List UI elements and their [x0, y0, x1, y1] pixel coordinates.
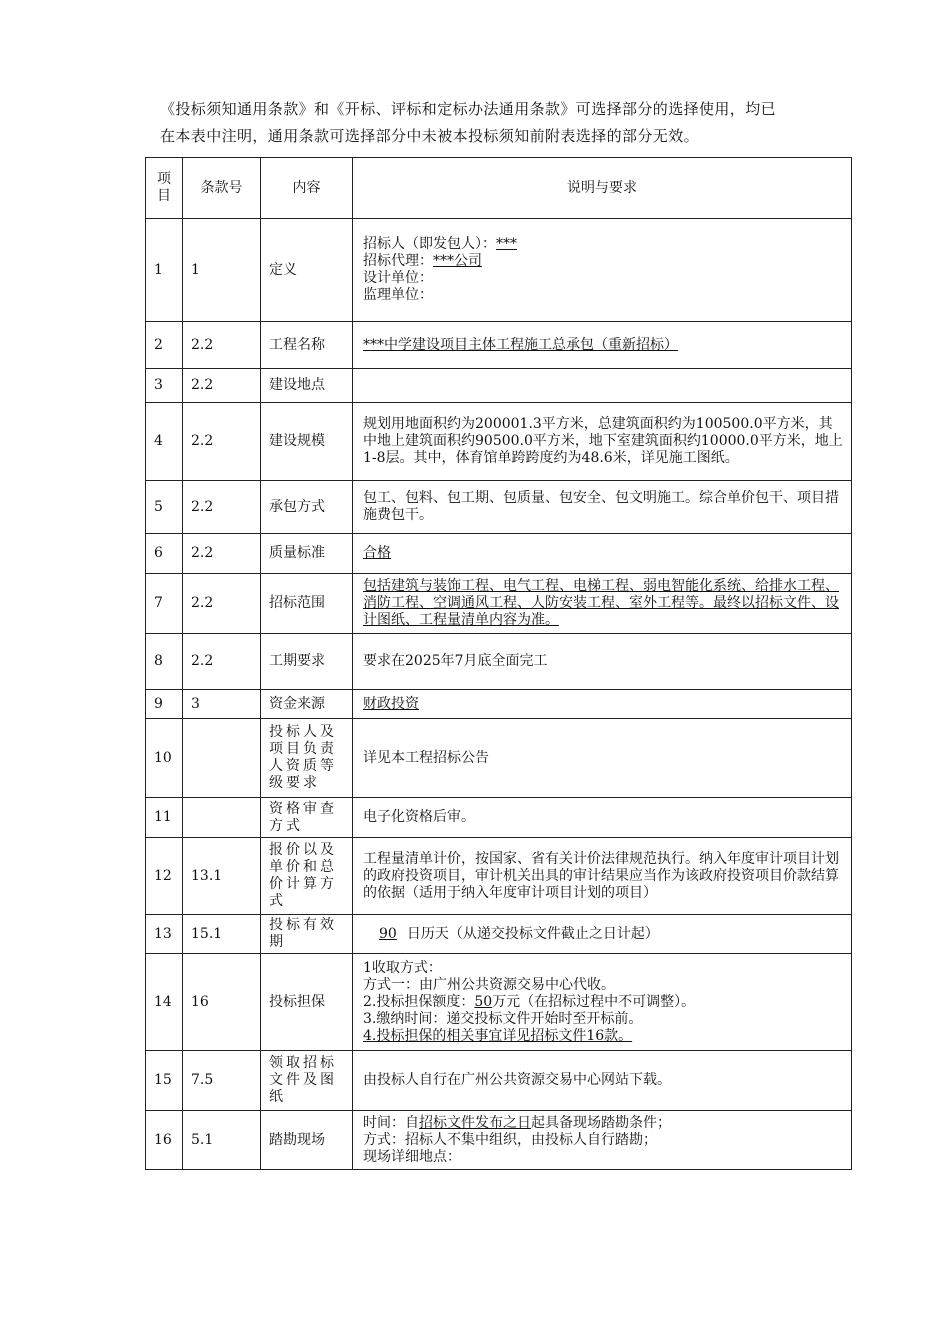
row-no: 12	[146, 838, 183, 915]
row-content: 投标担保	[261, 954, 353, 1051]
row-no: 3	[146, 369, 183, 403]
desc-underlined: ***公司	[433, 253, 482, 269]
table-row	[146, 219, 852, 322]
row-description: 合格	[353, 534, 852, 574]
row-description: 包括建筑与装饰工程、电气工程、电梯工程、弱电智能化系统、给排水工程、消防工程、空调通风工程、人防安装工程、室外工程等。最终以招标文件、设计图纸、工程量清单内容为准。	[353, 574, 852, 634]
header-item-no: 项目	[146, 158, 183, 219]
desc-text: 设计单位：	[363, 270, 433, 286]
desc-text: 万元（在招标过程中不可调整）。	[492, 993, 696, 1010]
row-clause: 3	[183, 690, 261, 719]
row-no: 5	[146, 481, 183, 534]
intro-line-1: 《投标须知通用条款》和《开标、评标和定标办法通用条款》可选择部分的选择使用，均已	[160, 100, 777, 118]
desc-text: 招标人（即发包人）：	[363, 236, 496, 252]
row-content: 建设地点	[261, 369, 353, 403]
row-content: 领取招标文件及图纸	[261, 1051, 353, 1111]
desc-line: 3.缴纳时间：递交投标文件开始时至开标前。	[363, 1010, 643, 1027]
row-content: 定义	[261, 219, 353, 322]
row-clause: 2.2	[183, 481, 261, 534]
row-clause: 16	[183, 954, 261, 1051]
row-no: 6	[146, 534, 183, 574]
row-no: 15	[146, 1051, 183, 1111]
row-description: 规划用地面积约为200001.3平方米，总建筑面积约为100500.0平方米，其中地上建筑面积约90500.0平方米，地下室建筑面积约10000.0平方米，地上1-8层。其中，体育馆单跨跨度约为48.6米，详见施工图纸。	[353, 403, 852, 481]
row-content: 建设规模	[261, 403, 353, 481]
desc-line: 现场详细地点：	[363, 1148, 461, 1165]
row-no: 14	[146, 954, 183, 1051]
row-description: 财政投资	[353, 690, 852, 719]
intro-paragraph	[160, 96, 850, 150]
table-row	[146, 574, 852, 634]
row-clause	[183, 798, 261, 838]
row-description: 包工、包料、包工期、包质量、包安全、包文明施工。综合单价包干、项目措施费包干。	[353, 481, 852, 534]
table-row	[146, 915, 852, 954]
bid-notice-table	[145, 157, 852, 1170]
row-description: 要求在2025年7月底全面完工	[353, 634, 852, 690]
row-clause: 2.2	[183, 369, 261, 403]
desc-text: 监理单位：	[363, 287, 433, 303]
row-no: 8	[146, 634, 183, 690]
table-row	[146, 534, 852, 574]
row-description	[353, 1111, 852, 1170]
table-header-row	[146, 158, 852, 219]
desc-text: 日历天（从递交投标文件截止之日计起）	[406, 925, 659, 942]
row-no: 9	[146, 690, 183, 719]
row-description	[353, 369, 852, 403]
desc-underlined: ***	[496, 236, 517, 252]
desc-text: 起具备现场踏勘条件；	[531, 1114, 671, 1131]
table-row	[146, 838, 852, 915]
row-clause: 2.2	[183, 403, 261, 481]
row-description: 由投标人自行在广州公共资源交易中心网站下载。	[353, 1051, 852, 1111]
row-clause: 2.2	[183, 574, 261, 634]
row-no: 13	[146, 915, 183, 954]
desc-line: 1收取方式：	[363, 959, 442, 976]
table-row	[146, 369, 852, 403]
row-description: 详见本工程招标公告	[353, 719, 852, 798]
table-row	[146, 954, 852, 1051]
desc-line: 方式：招标人不集中组织，由投标人自行踏勘；	[363, 1131, 657, 1148]
row-content: 资金来源	[261, 690, 353, 719]
row-clause: 1	[183, 219, 261, 322]
table-row	[146, 634, 852, 690]
row-description	[353, 219, 852, 322]
row-clause	[183, 719, 261, 798]
validity-days: 90	[379, 925, 397, 942]
row-clause: 2.2	[183, 322, 261, 369]
header-description: 说明与要求	[353, 158, 852, 219]
row-description	[353, 915, 852, 954]
table-row	[146, 798, 852, 838]
row-content: 工程名称	[261, 322, 353, 369]
row-clause: 15.1	[183, 915, 261, 954]
row-no: 4	[146, 403, 183, 481]
desc-underlined: 招标文件发布之日	[419, 1114, 531, 1131]
table-row	[146, 719, 852, 798]
row-content: 报价以及单价和总价计算方式	[261, 838, 353, 915]
desc-line: 方式一：由广州公共资源交易中心代收。	[363, 976, 615, 993]
row-no: 2	[146, 322, 183, 369]
row-clause: 13.1	[183, 838, 261, 915]
table-row	[146, 690, 852, 719]
row-content: 质量标准	[261, 534, 353, 574]
row-clause: 5.1	[183, 1111, 261, 1170]
row-content: 工期要求	[261, 634, 353, 690]
desc-line: 4.投标担保的相关事宜详见招标文件16款。	[363, 1027, 633, 1044]
row-content: 投标人及项目负责人资质等级要求	[261, 719, 353, 798]
row-no: 10	[146, 719, 183, 798]
row-no: 7	[146, 574, 183, 634]
table-row	[146, 322, 852, 369]
header-content: 内容	[261, 158, 353, 219]
header-clause: 条款号	[183, 158, 261, 219]
row-no: 11	[146, 798, 183, 838]
desc-text: 时间：自	[363, 1114, 419, 1131]
row-description: 电子化资格后审。	[353, 798, 852, 838]
row-description: 工程量清单计价，按国家、省有关计价法律规范执行。纳入年度审计项目计划的政府投资项目，审计机关出具的审计结果应当作为该政府投资项目价款结算的依据（适用于纳入年度审计项目计划的项目）	[353, 838, 852, 915]
row-content: 承包方式	[261, 481, 353, 534]
row-clause: 2.2	[183, 634, 261, 690]
row-content: 踏勘现场	[261, 1111, 353, 1170]
guarantee-amount: 50	[474, 993, 493, 1010]
desc-text: 2.投标担保额度：	[363, 993, 475, 1010]
intro-line-2: 在本表中注明，通用条款可选择部分中未被本投标须知前附表选择的部分无效。	[160, 127, 700, 145]
row-clause: 2.2	[183, 534, 261, 574]
row-description: ***中学建设项目主体工程施工总承包（重新招标）	[353, 322, 852, 369]
desc-text: 招标代理：	[363, 253, 433, 269]
row-content: 招标范围	[261, 574, 353, 634]
table-row	[146, 1051, 852, 1111]
table-row	[146, 1111, 852, 1170]
row-no: 1	[146, 219, 183, 322]
row-description	[353, 954, 852, 1051]
table-row	[146, 481, 852, 534]
row-content: 资格审查方式	[261, 798, 353, 838]
row-clause: 7.5	[183, 1051, 261, 1111]
table-row	[146, 403, 852, 481]
row-no: 16	[146, 1111, 183, 1170]
row-content: 投标有效期	[261, 915, 353, 954]
